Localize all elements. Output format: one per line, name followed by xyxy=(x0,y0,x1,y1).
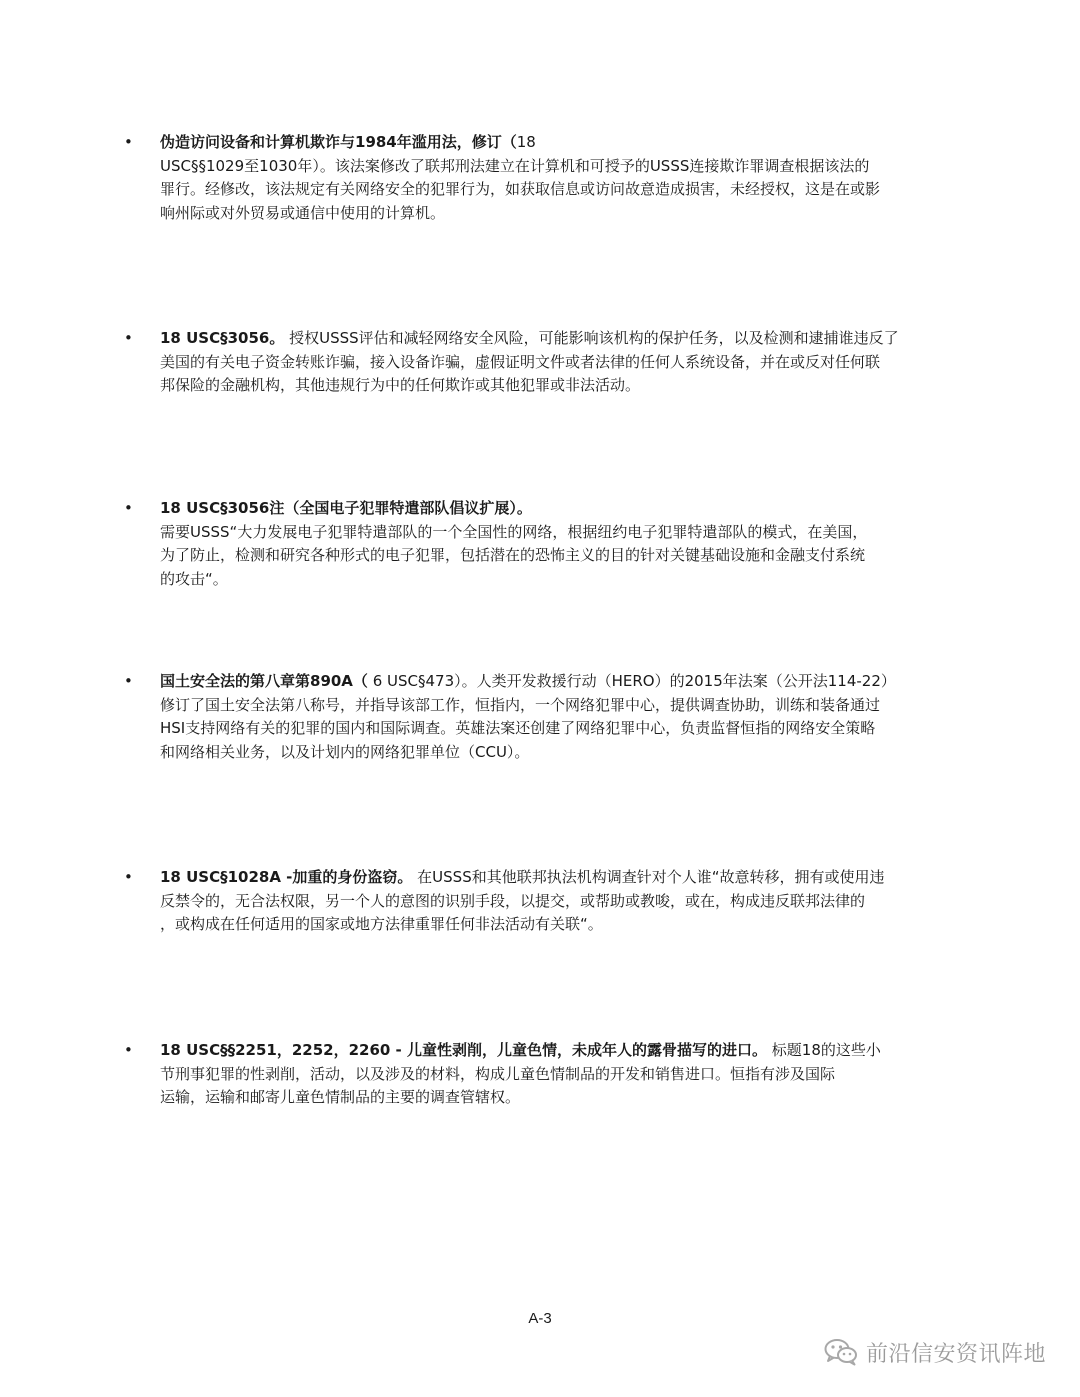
item-text: 18 xyxy=(516,133,536,151)
list-item-text xyxy=(160,670,984,764)
item-text: 反禁令的，无合法权限，另一个人的意图的识别手段，以提交，或帮助或教唆，或在，构成违反联邦法律的 xyxy=(160,891,866,910)
bullet: • xyxy=(124,133,133,151)
item-text: 和网络相关业务，以及计划内的网络犯罪单位（CCU）。 xyxy=(160,742,530,761)
item-text: 响州际或对外贸易或通信中使用的计算机。 xyxy=(160,203,446,222)
list-item-text xyxy=(160,1039,984,1110)
item-text: 需要USSS“大力发展电子犯罪特遣部队的一个全国性的网络，根据纽约电子犯罪特遣部队的模式，在美国， xyxy=(160,522,868,541)
item-text: 在USSS和其他联邦执法机构调查针对个人谁“故意转移，拥有或使用违 xyxy=(412,868,885,886)
item-text: 标题18的这些小 xyxy=(767,1041,881,1059)
list-item-text xyxy=(160,866,984,937)
item-text: 授权USSS评估和减轻网络安全风险，可能影响该机构的保护任务，以及检测和逮捕谁违反了 xyxy=(284,329,899,347)
item-heading: 18 USC§3056注（全国电子犯罪特遣部队倡议扩展）。 xyxy=(160,499,532,517)
item-text: 的攻击“。 xyxy=(160,569,228,588)
list-item-text xyxy=(160,327,984,398)
item-text: ，或构成在任何适用的国家或地方法律重罪任何非法活动有关联“。 xyxy=(160,915,603,933)
list-item-text xyxy=(160,131,984,225)
item-heading: 18 USC§3056。 xyxy=(160,329,285,347)
watermark-text: 前沿信安资讯阵地 xyxy=(865,1341,1046,1367)
item-text: 邦保险的金融机构，其他违规行为中的任何欺诈或其他犯罪或非法活动。 xyxy=(160,376,641,394)
item-text: HSI支持网络有关的犯罪的国内和国际调查。英雄法案还创建了网络犯罪中心，负责监督恒指的网络安全策略 xyxy=(160,719,876,737)
item-text: 运输，运输和邮寄儿童色情制品的主要的调查管辖权。 xyxy=(160,1088,521,1106)
item-heading: 18 USC§1028A -加重的身份盗窃。 xyxy=(160,868,413,886)
item-text: 罪行。经修改，该法规定有关网络安全的犯罪行为，如获取信息或访问故意造成损害，未经授权，这是在或影 xyxy=(160,180,881,198)
item-heading: 国土安全法的第八章第890A（ xyxy=(160,672,368,690)
wechat-icon xyxy=(824,1338,858,1366)
page-number: A-3 xyxy=(528,1310,552,1327)
item-text: USC§§1029至1030年）。该法案修改了联邦刑法建立在计算机和可授予的USSS连接欺诈罪调查根据该法的 xyxy=(160,156,870,175)
bullet: • xyxy=(124,499,133,517)
item-heading: 18 USC§§2251，2252，2260 - 儿童性剥削，儿童色情，未成年人的露骨描写的进口。 xyxy=(160,1041,768,1059)
item-heading: 伪造访问设备和计算机欺诈与1984年滥用法，修订（ xyxy=(160,133,517,151)
item-text: 6 USC§473）。人类开发救援行动（HERO）的2015年法案（公开法114-22） xyxy=(367,672,896,690)
bullet: • xyxy=(124,672,133,690)
bullet: • xyxy=(124,1041,133,1059)
bullet: • xyxy=(124,329,133,347)
list-item-text xyxy=(160,497,984,591)
bullet: • xyxy=(124,868,133,886)
item-text: 美国的有关电子资金转账诈骗，接入设备诈骗，虚假证明文件或者法律的任何人系统设备，并在或反对任何联 xyxy=(160,352,881,371)
item-text: 节刑事犯罪的性剥削，活动，以及涉及的材料，构成儿童色情制品的开发和销售进口。恒指有涉及国际 xyxy=(160,1064,836,1083)
item-text: 修订了国土安全法第八称号，并指导该部工作，恒指内，一个网络犯罪中心，提供调查协助，训练和装备通过 xyxy=(160,695,881,714)
item-text: 为了防止，检测和研究各种形式的电子犯罪，包括潜在的恐怖主义的目的针对关键基础设施和金融支付系统 xyxy=(160,546,866,564)
watermark xyxy=(824,1334,1046,1370)
